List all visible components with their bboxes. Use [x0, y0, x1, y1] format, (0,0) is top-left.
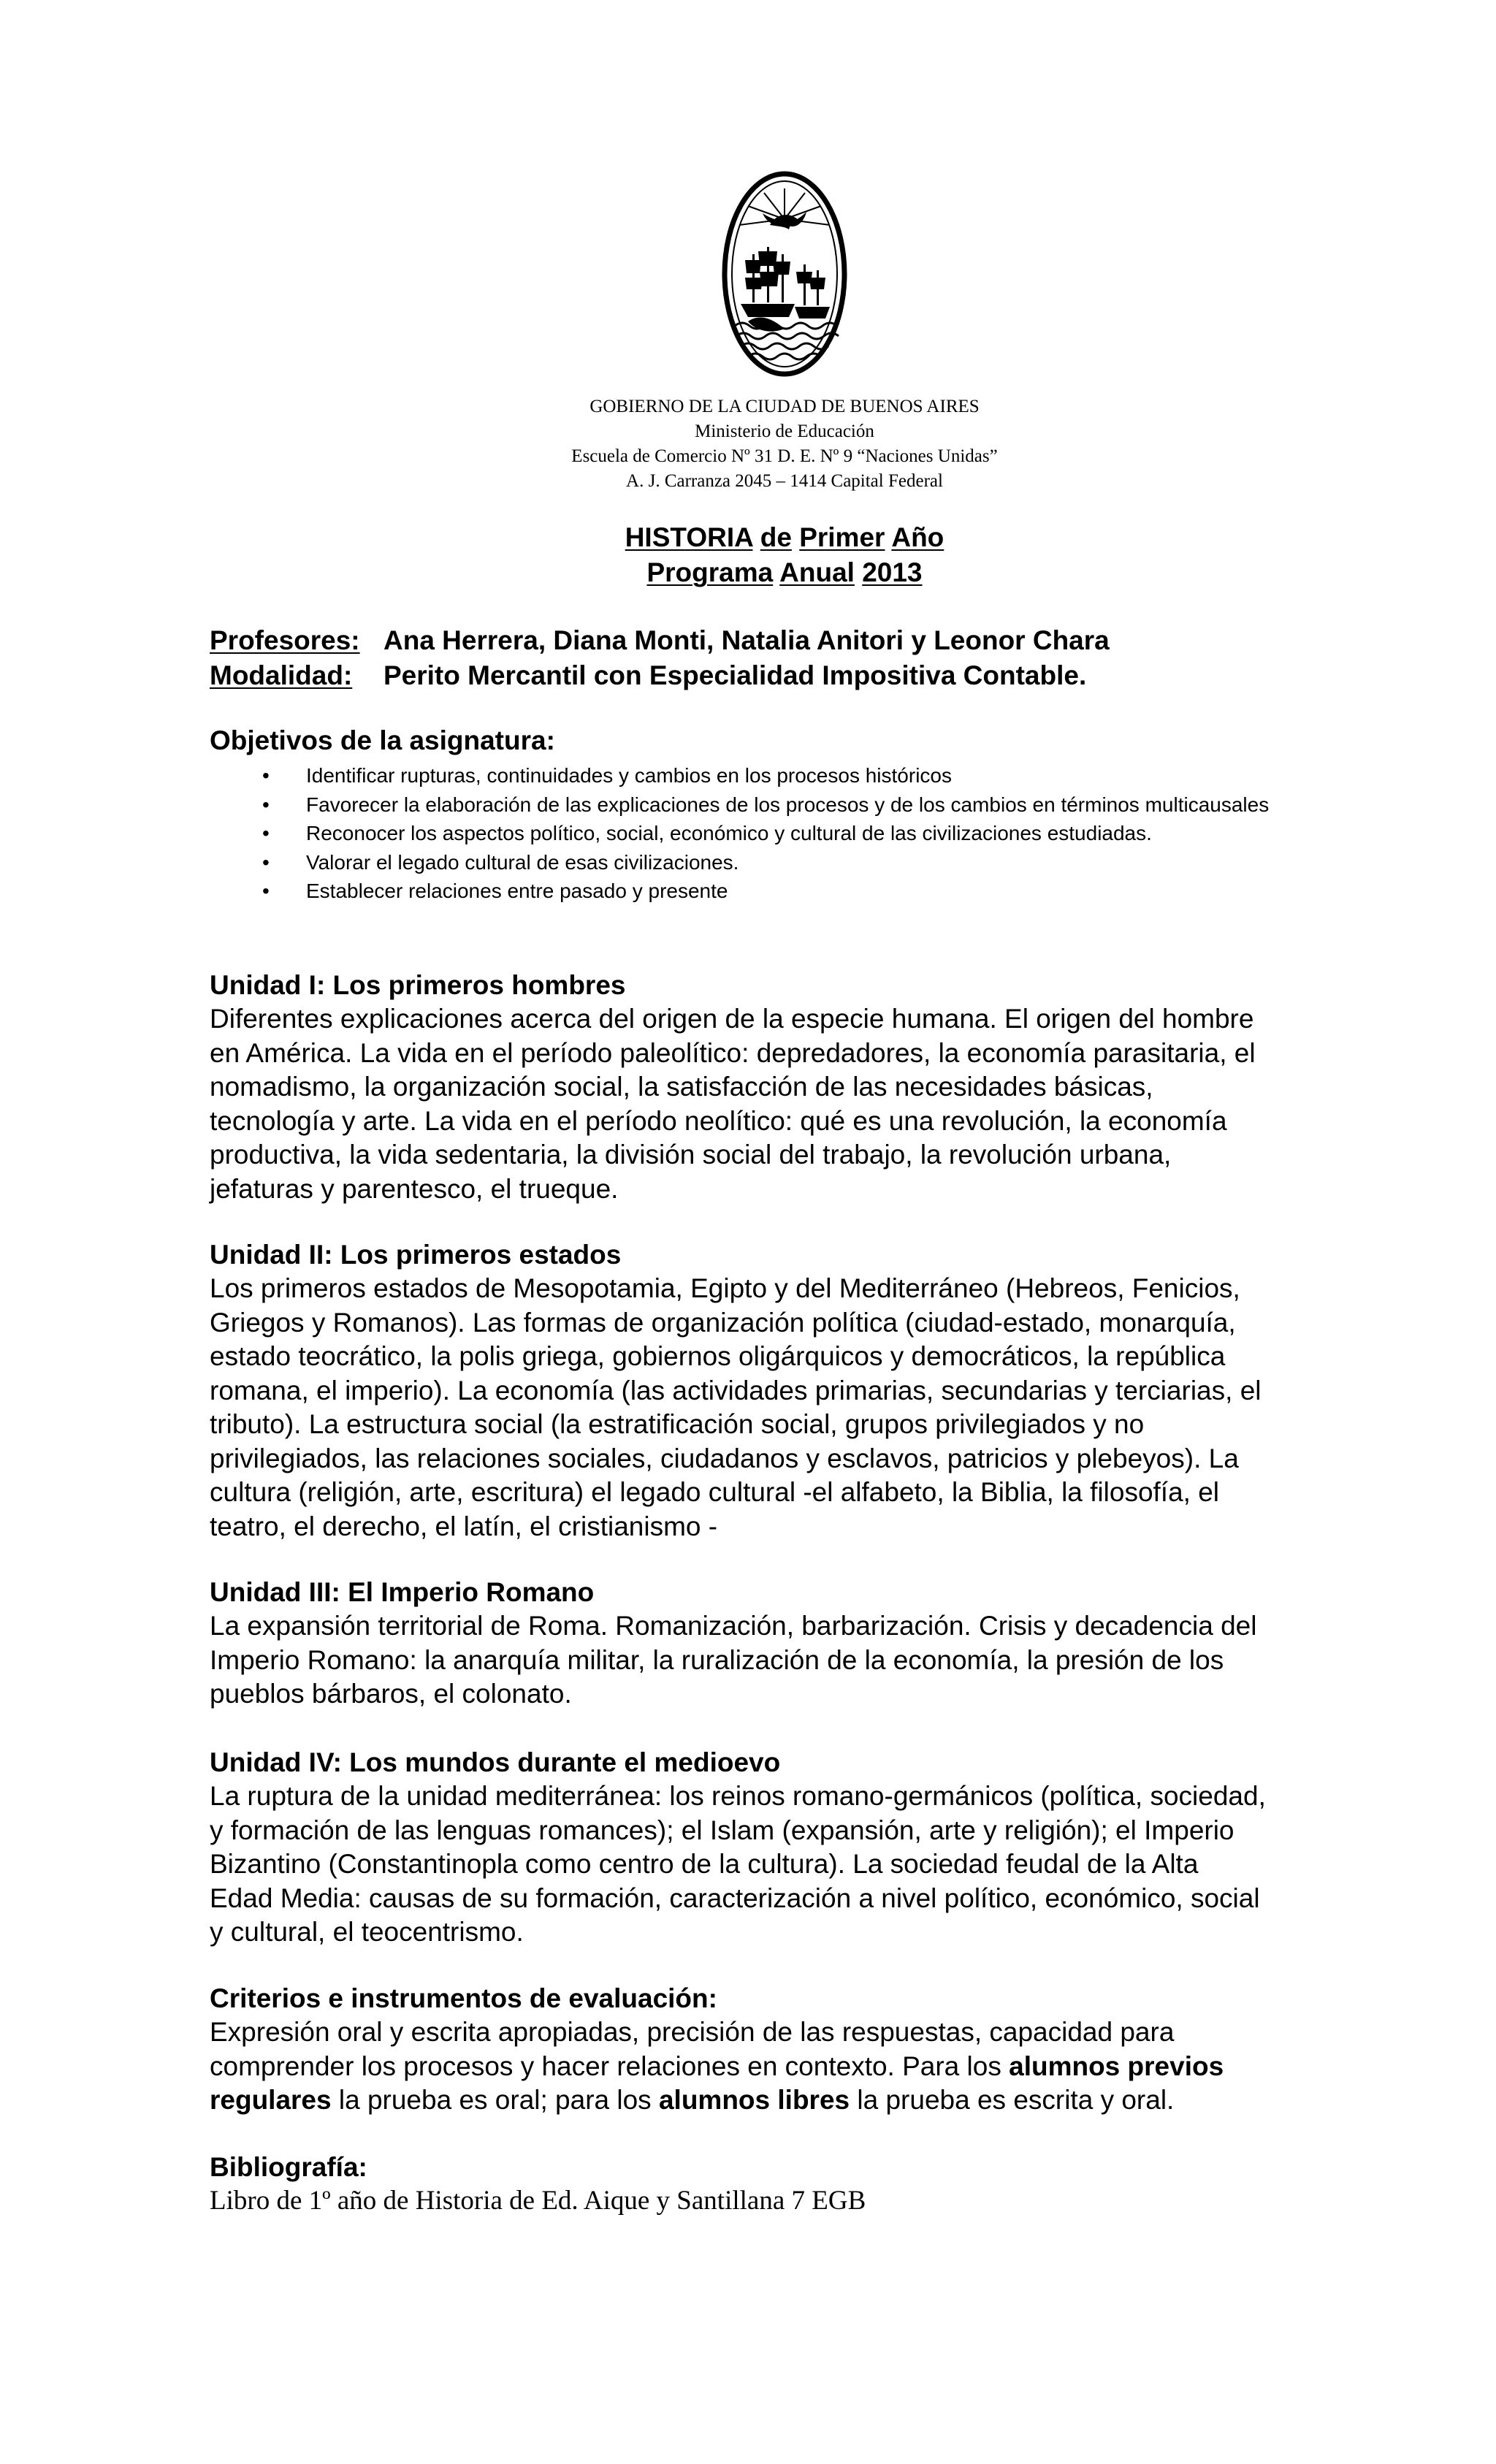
- criterios-line: Expresión oral y escrita apropiadas, precisión de las respuestas, capacidad para: [210, 2017, 1175, 2047]
- criterios-text: comprender los procesos y hacer relaciones en contexto. Para los: [210, 2051, 1010, 2081]
- document-title: [456, 520, 1113, 590]
- unidad-line: privilegiados, las relaciones sociales, ciudadanos y esclavos, patricios y plebeyos). La: [210, 1443, 1239, 1473]
- unidad-line: jefaturas y parentesco, el trueque.: [210, 1173, 619, 1204]
- criterios-bold-text: regulares: [210, 2085, 332, 2115]
- unidad-4-section: [210, 1746, 1375, 1950]
- unidad-line: romana, el imperio). La economía (las actividades primarias, secundarias y terciarias, el: [210, 1375, 1262, 1405]
- criterios-line: [210, 2050, 1375, 2084]
- profesores-value: Ana Herrera, Diana Monti, Natalia Anitori y Leonor Chara: [383, 625, 1110, 655]
- bibliografia-text: Libro de 1º año de Historia de Ed. Aique y Santillana 7 EGB: [210, 2186, 866, 2216]
- unidad-line: teatro, el derecho, el latín, el cristianismo -: [210, 1511, 718, 1541]
- criterios-bold-text: alumnos previos: [1009, 2051, 1224, 2081]
- unidad-heading: Unidad III: El Imperio Romano: [210, 1577, 595, 1607]
- title-word: Año: [891, 522, 944, 552]
- institution-line: Ministerio de Educación: [695, 422, 874, 441]
- list-item: [210, 848, 1393, 877]
- unidad-heading: Unidad II: Los primeros estados: [210, 1240, 622, 1270]
- unidad-2-section: [210, 1238, 1375, 1544]
- institution-line: Escuela de Comercio Nº 31 D. E. Nº 9 “Naciones Unidas”: [571, 446, 998, 466]
- title-line-2: [456, 555, 1113, 590]
- bullet-icon: •: [262, 850, 270, 874]
- modalidad-value: Perito Mercantil con Especialidad Impositiva Contable.: [383, 660, 1087, 690]
- objetivo-text: Favorecer la elaboración de las explicaciones de los procesos y de los cambios en términos multicausales: [306, 793, 1270, 816]
- criterios-bold-text: alumnos libres: [658, 2085, 850, 2115]
- unidad-line: estado teocrático, la polis griega, gobiernos oligárquicos y democráticos, la república: [210, 1341, 1226, 1371]
- unidad-line: Bizantino (Constantinopla como centro de la cultura). La sociedad feudal de la Alta: [210, 1849, 1199, 1879]
- objetivo-text: Reconocer los aspectos político, social, económico y cultural de las civilizaciones estudiadas.: [306, 822, 1152, 844]
- unidad-line: y formación de las lenguas romances); el Islam (expansión, arte y religión); el Imperio: [210, 1815, 1234, 1845]
- unidad-heading: Unidad IV: Los mundos durante el medioevo: [210, 1747, 781, 1777]
- criterios-text: la prueba es escrita y oral.: [850, 2085, 1175, 2115]
- objetivos-list: [210, 761, 1393, 906]
- objetivo-text: Establecer relaciones entre pasado y presente: [306, 880, 728, 902]
- unidad-heading: Unidad I: Los primeros hombres: [210, 970, 626, 1000]
- unidad-1-section: [210, 969, 1375, 1206]
- unidad-line: La expansión territorial de Roma. Romanización, barbarización. Crisis y decadencia del: [210, 1611, 1257, 1641]
- objetivo-text: Valorar el legado cultural de esas civilizaciones.: [306, 850, 739, 874]
- list-item: [210, 761, 1393, 790]
- criterios-section: [210, 1982, 1375, 2118]
- criterios-text: la prueba es oral; para los: [331, 2085, 659, 2115]
- institution-line: A. J. Carranza 2045 – 1414 Capital Federal: [626, 471, 943, 491]
- profesores-label: Profesores:: [210, 625, 360, 655]
- list-item: [210, 790, 1393, 820]
- objetivos-section: [210, 723, 1393, 906]
- unidad-line: cultura (religión, arte, escritura) el legado cultural -el alfabeto, la Biblia, la filosofía, el: [210, 1477, 1220, 1507]
- unidad-line: y cultural, el teocentrismo.: [210, 1917, 524, 1947]
- unidad-line: Imperio Romano: la anarquía militar, la ruralización de la economía, la presión de los: [210, 1644, 1224, 1675]
- unidad-line: Diferentes explicaciones acerca del origen de la especie humana. El origen del hombre: [210, 1004, 1254, 1034]
- objetivo-text: Identificar rupturas, continuidades y cambios en los procesos históricos: [306, 764, 952, 787]
- profesores-row: [210, 623, 1393, 658]
- institution-header: [456, 394, 1113, 494]
- title-word: Programa: [646, 557, 774, 587]
- list-item: [210, 877, 1393, 906]
- unidad-line: productiva, la vida sedentaria, la división social del trabajo, la revolución urbana,: [210, 1140, 1172, 1170]
- unidad-line: en América. La vida en el período paleolítico: depredadores, la economía parasitaria, el: [210, 1037, 1256, 1068]
- criterios-line: [210, 2083, 1375, 2118]
- bullet-icon: •: [262, 880, 270, 902]
- modalidad-row: [210, 658, 1393, 693]
- unidad-line: nomadismo, la organización social, la satisfacción de las necesidades básicas,: [210, 1072, 1153, 1102]
- title-word: de: [760, 522, 792, 552]
- institution-line: GOBIERNO DE LA CIUDAD DE BUENOS AIRES: [589, 397, 980, 416]
- bullet-icon: •: [262, 822, 270, 844]
- title-word: Anual: [779, 557, 855, 587]
- list-item: [210, 819, 1393, 848]
- unidad-line: tributo). La estructura social (la estratificación social, grupos privilegiados y no: [210, 1409, 1145, 1439]
- unidad-line: Griegos y Romanos). Las formas de organización política (ciudad-estado, monarquía,: [210, 1307, 1236, 1338]
- title-word: Primer: [799, 522, 885, 552]
- unidad-line: tecnología y arte. La vida en el período neolítico: qué es una revolución, la economía: [210, 1105, 1227, 1136]
- title-word: 2013: [862, 557, 923, 587]
- title-word: HISTORIA: [625, 522, 753, 552]
- modalidad-label: Modalidad:: [210, 660, 353, 690]
- city-coat-of-arms-icon: [719, 168, 850, 380]
- bibliografia-section: [210, 2151, 1375, 2219]
- bullet-icon: •: [262, 793, 270, 816]
- bibliografia-heading: Bibliografía:: [210, 2152, 367, 2182]
- objetivos-heading: Objetivos de la asignatura:: [210, 725, 555, 755]
- unidad-line: La ruptura de la unidad mediterránea: los reinos romano-germánicos (política, sociedad,: [210, 1781, 1266, 1811]
- course-meta: [210, 623, 1393, 693]
- unidad-line: pueblos bárbaros, el colonato.: [210, 1679, 572, 1709]
- title-line-1: [456, 520, 1113, 555]
- unidad-3-section: [210, 1576, 1375, 1712]
- unidad-line: Edad Media: causas de su formación, caracterización a nivel político, económico, social: [210, 1883, 1260, 1913]
- bullet-icon: •: [262, 764, 270, 787]
- criterios-heading: Criterios e instrumentos de evaluación:: [210, 1983, 717, 2013]
- unidad-line: Los primeros estados de Mesopotamia, Egipto y del Mediterráneo (Hebreos, Fenicios,: [210, 1273, 1240, 1303]
